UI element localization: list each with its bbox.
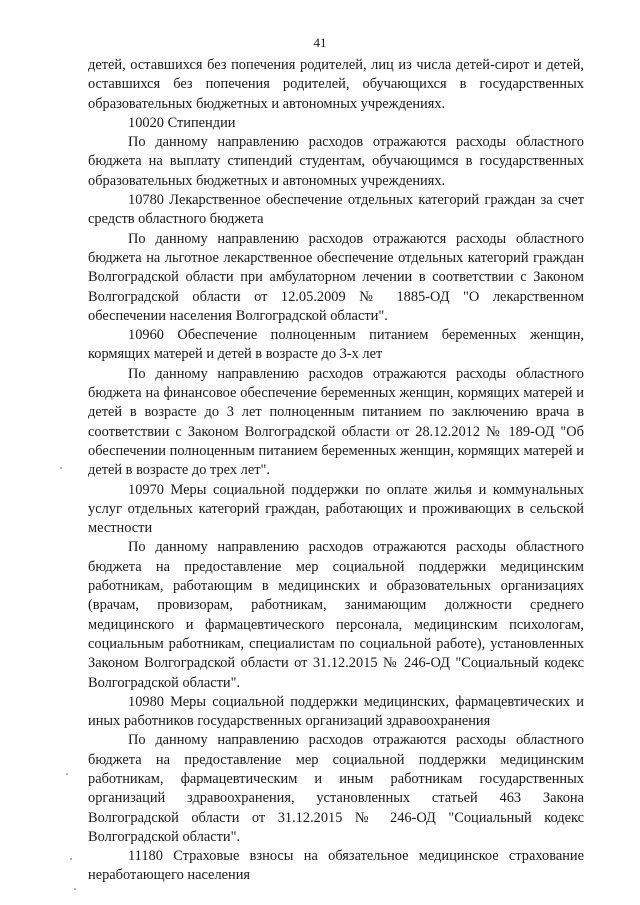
scan-speck [60,467,62,469]
section-heading-10970: 10970 Меры социальной поддержки по оплате жилья и коммунальных услуг отдельных категорий граждан, работающих и проживающих в сельской местности [88,481,584,537]
paragraph-10960: По данному направлению расходов отражаются расходы областного бюджета на финансовое обеспечение беременных женщин, кормящих матерей и детей в возрасте до 3 лет полноценным питанием по заключению врача в соответствии с Законом Волгоградской области от 28.12.2012 № 189-ОД "Об обеспечении полноценным питанием беременных женщин, кормящих матерей и детей в возрасте до трех лет". [88,365,584,479]
scan-speck [74,888,76,890]
section-heading-10780: 10780 Лекарственное обеспечение отдельных категорий граждан за счет средств областного бюджета [88,192,584,228]
document-body [88,56,584,886]
paragraph-10980: По данному направлению расходов отражаются расходы областного бюджета на предоставление мер социальной поддержки медицинским работникам, фармацевтическим и иным работникам государственных организаций здравоохранения, установленных статьей 463 Закона Волгоградской области от 31.12.2015 № 246-ОД "Социальный кодекс Волгоградской области". [88,732,584,845]
section-heading-10020: 10020 Стипендии [128,114,236,131]
paragraph-10970: По данному направлению расходов отражаются расходы областного бюджета на предоставление мер социальной поддержки медицинским работникам, работающим в медицинских и образовательных организациях (врачам, провизорам, работникам, занимающим должности среднего медицинского и фармацевтического персонала, медицинским психологам, социальным работникам, специалистам по социальной работе), установленных Законом Волгоградской области от 31.12.2015 № 246-ОД "Социальный кодекс Волгоградской области". [88,539,584,691]
page-number: 41 [313,35,327,50]
section-heading-10960: 10960 Обеспечение полноценным питанием беременных женщин, кормящих матерей и детей в возрасте до 3-х лет [88,327,584,363]
paragraph-10780: По данному направлению расходов отражаются расходы областного бюджета на льготное лекарственное обеспечение отдельных категорий граждан Волгоградской области при амбулаторном лечении в соответствии с Законом Волгоградской области от 12.05.2009 № 1885-ОД "О лекарственном обеспечении населения Волгоградской области". [88,230,584,324]
scan-speck [70,858,72,860]
scan-speck [66,773,68,775]
paragraph-continuation: детей, оставшихся без попечения родителей, лиц из числа детей-сирот и детей, оставшихся без попечения родителей, обучающихся в государственных образовательных бюджетных и автономных учреждениях. [88,57,584,112]
paragraph-10020: По данному направлению расходов отражаются расходы областного бюджета на выплату стипендий студентам, обучающимся в государственных образовательных бюджетных и автономных учреждениях. [88,134,584,189]
section-heading-11180: 11180 Страховые взносы на обязательное медицинское страхование неработающего населения [88,848,584,884]
section-heading-10980: 10980 Меры социальной поддержки медицинских, фармацевтических и иных работников государственных организаций здравоохранения [88,693,584,730]
